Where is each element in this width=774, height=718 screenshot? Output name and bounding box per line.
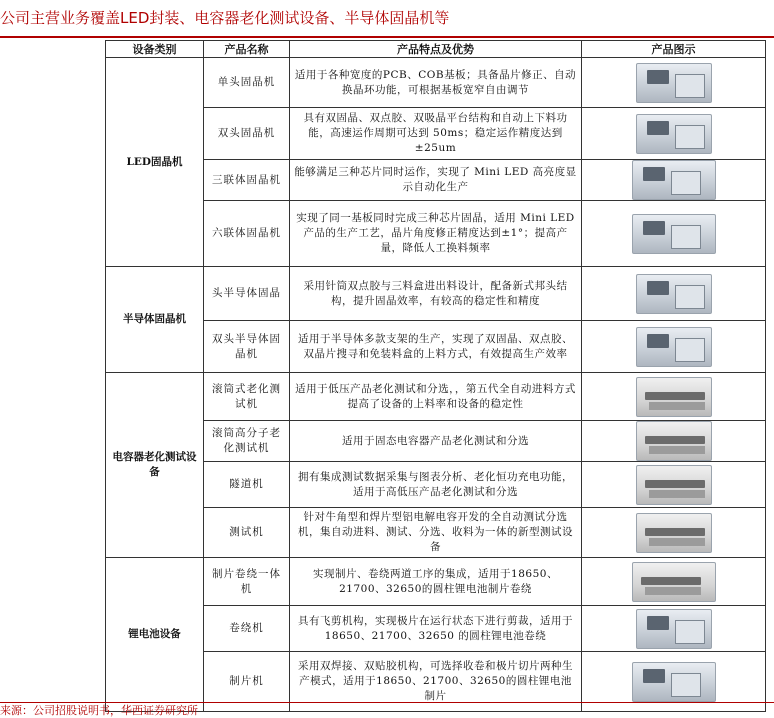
table-row [106, 160, 766, 201]
machine-image-icon [636, 63, 712, 103]
product-name: 滚筒式老化测试机 [204, 373, 290, 421]
product-name: 制片机 [204, 652, 290, 712]
product-photo [582, 508, 766, 558]
product-name: 三联体固晶机 [204, 160, 290, 201]
category-capacitor: 电容器老化测试设备 [106, 373, 204, 558]
product-features: 适用于低压产品老化测试和分选，，第五代全自动进料方式提高了设备的上料率和设备的稳定性 [290, 373, 582, 421]
product-photo [582, 462, 766, 508]
machine-image-icon [636, 274, 712, 314]
product-photo [582, 421, 766, 462]
machine-image-icon [636, 465, 712, 505]
category-led: LED固晶机 [106, 58, 204, 267]
product-name: 测试机 [204, 508, 290, 558]
product-features: 针对牛角型和焊片型铝电解电容开发的全自动测试分选机，集自动进料、测试、分选、收料为一体的新型测试设备 [290, 508, 582, 558]
page-title: 公司主营业务覆盖LED封装、电容器老化测试设备、半导体固晶机等 [0, 9, 450, 27]
product-features: 实现制片、卷绕两道工序的集成，适用于18650、21700、32650的圆柱锂电池制片卷绕 [290, 558, 582, 606]
product-features: 适用于半导体多款支架的生产，实现了双固晶、双点胶、双晶片搜寻和免装料盒的上料方式，有效提高生产效率 [290, 321, 582, 373]
machine-image-icon [636, 377, 712, 417]
product-name: 双头半导体固晶机 [204, 321, 290, 373]
machine-image-icon [636, 421, 712, 461]
product-features: 拥有集成测试数据采集与图表分析、老化恒功充电功能，适用于高低压产品老化测试和分选 [290, 462, 582, 508]
header-features: 产品特点及优势 [290, 41, 582, 58]
product-photo [582, 373, 766, 421]
machine-image-icon [636, 609, 712, 649]
product-name: 滚筒高分子老化测试机 [204, 421, 290, 462]
product-name: 单头固晶机 [204, 58, 290, 108]
product-photo [582, 558, 766, 606]
product-photo [582, 606, 766, 652]
product-name: 制片卷绕一体机 [204, 558, 290, 606]
category-semiconductor: 半导体固晶机 [106, 267, 204, 373]
table-row [106, 108, 766, 160]
table-row [106, 373, 766, 421]
category-lithium: 锂电池设备 [106, 558, 204, 712]
machine-image-icon [636, 513, 712, 553]
table-row [106, 321, 766, 373]
header-category: 设备类别 [106, 41, 204, 58]
product-features: 采用针筒双点胶与三料盒进出料设计，配备新式邦头结构，提升固晶效率，有较高的稳定性和精度 [290, 267, 582, 321]
machine-image-icon [636, 327, 712, 367]
product-features: 具有双固晶、双点胶、双吸晶平台结构和自动上下料功能，高速运作周期可达到 50ms；稳定运作精度达到±25um [290, 108, 582, 160]
product-photo [582, 160, 766, 201]
product-name: 卷绕机 [204, 606, 290, 652]
table-header-row [106, 41, 766, 58]
source-note: 来源：公司招股说明书，华西证券研究所 [0, 702, 774, 718]
product-photo [582, 108, 766, 160]
header-photo: 产品图示 [582, 41, 766, 58]
product-name: 隧道机 [204, 462, 290, 508]
product-name: 双头固晶机 [204, 108, 290, 160]
product-features: 采用双焊接、双贴胶机构，可选择收卷和极片切片两种生产模式，适用于18650、21700、32650的圆柱锂电池制片 [290, 652, 582, 712]
table-row [106, 558, 766, 606]
table-row [106, 267, 766, 321]
table-row [106, 201, 766, 267]
machine-image-icon [632, 214, 716, 254]
machine-image-icon [632, 662, 716, 702]
product-features: 适用于固态电容器产品老化测试和分选 [290, 421, 582, 462]
table-row [106, 462, 766, 508]
product-name: 头半导体固晶 [204, 267, 290, 321]
table-row [106, 606, 766, 652]
product-name: 六联体固晶机 [204, 201, 290, 267]
header-product-name: 产品名称 [204, 41, 290, 58]
machine-image-icon [636, 114, 712, 154]
equipment-table [105, 40, 766, 712]
product-photo [582, 267, 766, 321]
title-divider [0, 36, 774, 38]
product-features: 具有飞剪机构，实现极片在运行状态下进行剪裁，适用于18650、21700、32650 的圆柱锂电池卷绕 [290, 606, 582, 652]
product-features: 实现了同一基板同时完成三种芯片固晶，适用 Mini LED 产品的生产工艺，晶片角度修正精度达到±1°；提高产量，降低人工换料频率 [290, 201, 582, 267]
table-row [106, 58, 766, 108]
product-photo [582, 321, 766, 373]
product-photo [582, 58, 766, 108]
table-row [106, 421, 766, 462]
machine-image-icon [632, 562, 716, 602]
product-photo [582, 201, 766, 267]
table-row [106, 508, 766, 558]
product-features: 适用于各种宽度的PCB、COB基板；具备晶片修正、自动换晶环功能，可根据基板宽窄自由调节 [290, 58, 582, 108]
product-features: 能够满足三种芯片同时运作，实现了 Mini LED 高亮度显示自动化生产 [290, 160, 582, 201]
machine-image-icon [632, 160, 716, 200]
